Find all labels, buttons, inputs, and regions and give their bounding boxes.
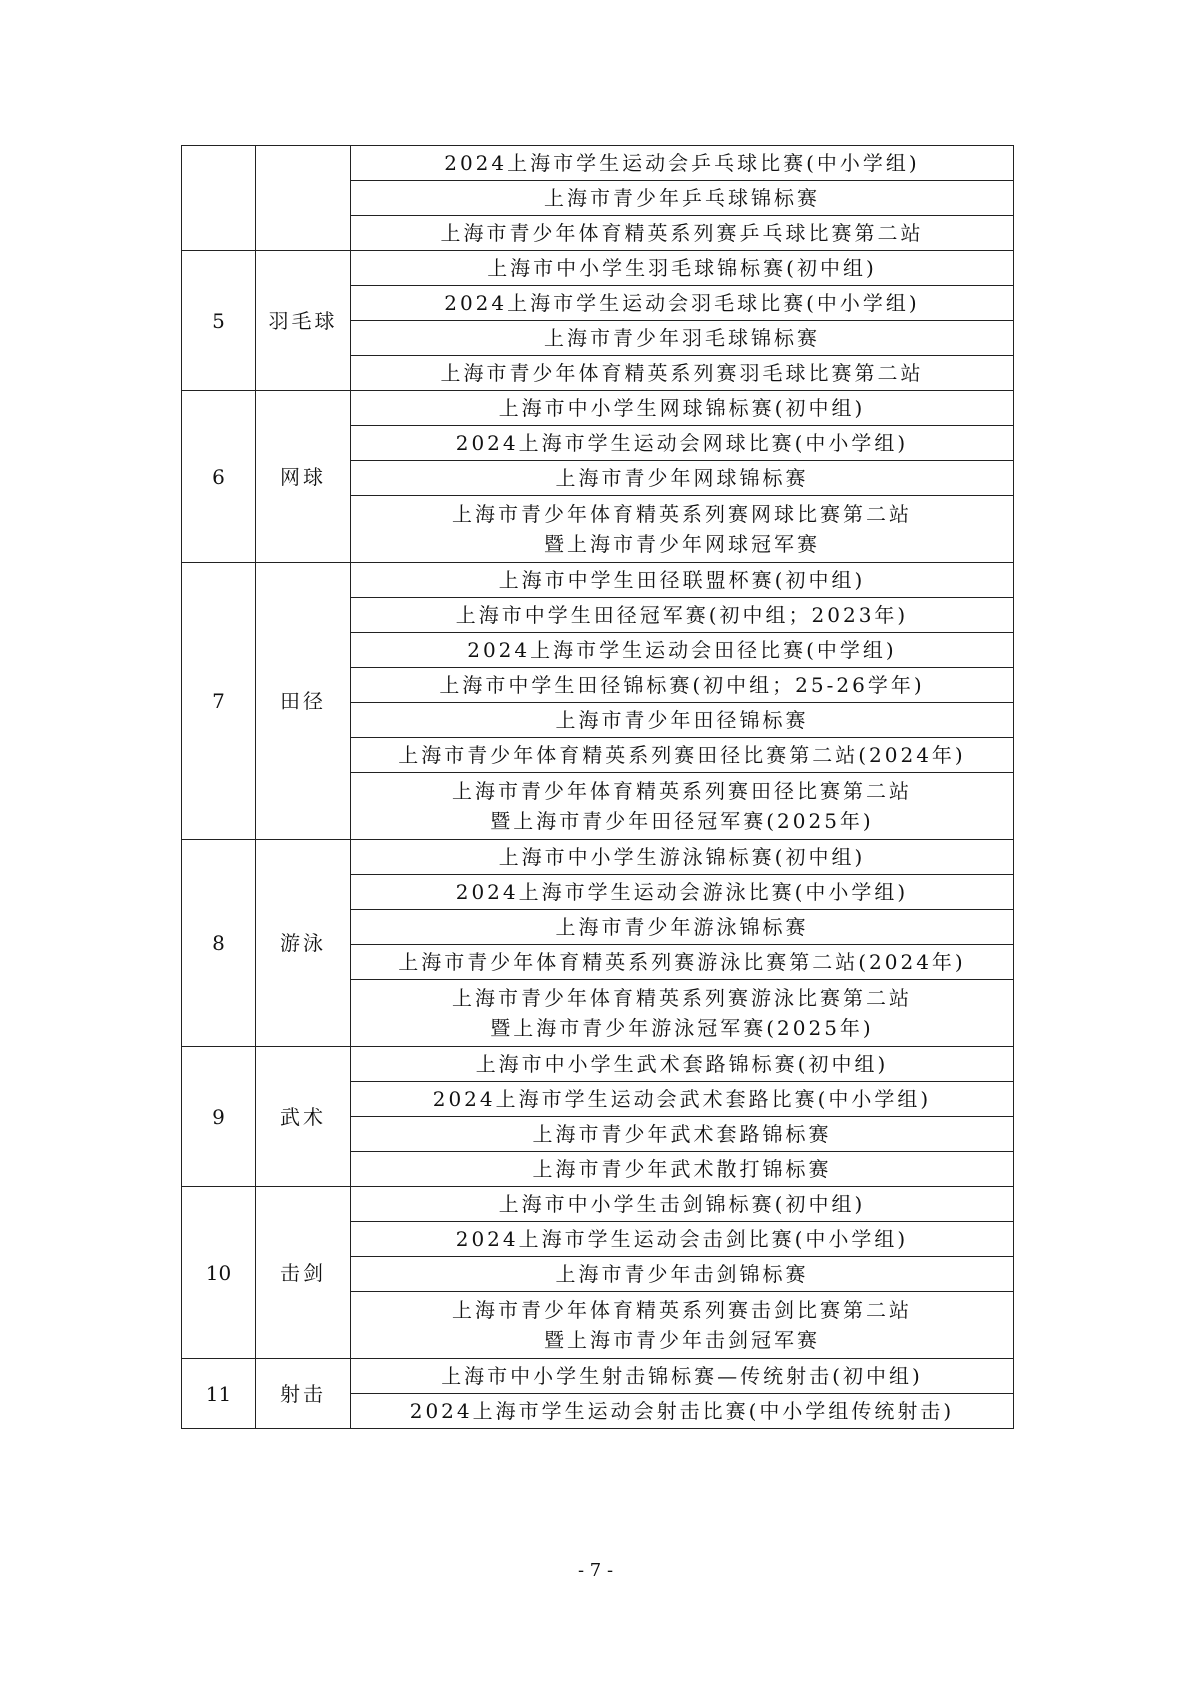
event-name-line: 2024上海市学生运动会乒乓球比赛(中小学组)	[444, 151, 920, 175]
event-name	[351, 356, 1014, 391]
event-name-line: 暨上海市青少年击剑冠军赛	[544, 1328, 820, 1352]
event-name	[351, 945, 1014, 980]
event-name-line: 上海市中学生田径冠军赛(初中组；2023年)	[455, 603, 909, 627]
event-name-line: 上海市青少年体育精英系列赛羽毛球比赛第二站	[440, 361, 924, 385]
competition-table	[181, 145, 1014, 1429]
event-name-line: 上海市青少年体育精英系列赛游泳比赛第二站(2024年)	[398, 950, 966, 974]
table-row	[182, 1047, 1014, 1082]
event-name-line: 上海市青少年武术套路锦标赛	[532, 1122, 832, 1146]
event-name-line: 暨上海市青少年田径冠军赛(2025年)	[490, 809, 874, 833]
event-name	[351, 980, 1014, 1047]
event-name	[351, 1222, 1014, 1257]
event-name-line: 上海市青少年武术散打锦标赛	[532, 1157, 832, 1181]
event-name	[351, 461, 1014, 496]
sport-name: 武术	[256, 1047, 351, 1187]
table-row	[182, 1187, 1014, 1222]
event-name	[351, 181, 1014, 216]
event-name-line: 上海市青少年体育精英系列赛田径比赛第二站	[452, 779, 912, 803]
event-name-line: 2024上海市学生运动会击剑比赛(中小学组)	[455, 1227, 909, 1251]
event-name-line: 上海市中学生田径联盟杯赛(初中组)	[498, 568, 866, 592]
sport-name: 羽毛球	[256, 251, 351, 391]
page-number: - 7 -	[577, 1560, 614, 1581]
event-name	[351, 738, 1014, 773]
event-name	[351, 1117, 1014, 1152]
item-number: 6	[182, 391, 256, 563]
event-name-line: 上海市青少年游泳锦标赛	[555, 915, 809, 939]
event-name	[351, 875, 1014, 910]
event-name-line: 上海市青少年体育精英系列赛击剑比赛第二站	[452, 1298, 912, 1322]
event-name	[351, 1152, 1014, 1187]
sport-name: 击剑	[256, 1187, 351, 1359]
sport-name: 网球	[256, 391, 351, 563]
event-name-line: 上海市青少年体育精英系列赛游泳比赛第二站	[452, 986, 912, 1010]
event-name-line: 上海市青少年体育精英系列赛乒乓球比赛第二站	[440, 221, 924, 245]
event-name	[351, 1082, 1014, 1117]
sport-name: 游泳	[256, 840, 351, 1047]
event-name	[351, 1047, 1014, 1082]
event-name	[351, 563, 1014, 598]
table-row	[182, 146, 1014, 181]
item-number: 7	[182, 563, 256, 840]
event-name-line: 上海市青少年体育精英系列赛田径比赛第二站(2024年)	[398, 743, 966, 767]
event-name	[351, 496, 1014, 563]
event-name-line: 上海市中小学生网球锦标赛(初中组)	[498, 396, 866, 420]
event-name-line: 2024上海市学生运动会游泳比赛(中小学组)	[455, 880, 909, 904]
table-row	[182, 563, 1014, 598]
item-number: 9	[182, 1047, 256, 1187]
event-name-line: 上海市中小学生羽毛球锦标赛(初中组)	[487, 256, 877, 280]
event-name-line: 2024上海市学生运动会羽毛球比赛(中小学组)	[444, 291, 920, 315]
sport-name: 田径	[256, 563, 351, 840]
event-name	[351, 1292, 1014, 1359]
table-body	[182, 146, 1014, 1429]
event-name	[351, 146, 1014, 181]
event-name	[351, 773, 1014, 840]
item-number: 5	[182, 251, 256, 391]
table-row	[182, 251, 1014, 286]
event-name	[351, 910, 1014, 945]
event-name-line: 上海市中小学生击剑锦标赛(初中组)	[498, 1192, 866, 1216]
event-name	[351, 216, 1014, 251]
event-name-line: 上海市中小学生游泳锦标赛(初中组)	[498, 845, 866, 869]
event-name	[351, 286, 1014, 321]
event-name	[351, 1394, 1014, 1429]
sport-name	[256, 146, 351, 251]
event-name	[351, 391, 1014, 426]
event-name	[351, 1257, 1014, 1292]
event-name-line: 上海市青少年乒乓球锦标赛	[544, 186, 820, 210]
event-name-line: 上海市青少年网球锦标赛	[555, 466, 809, 490]
event-name-line: 上海市青少年体育精英系列赛网球比赛第二站	[452, 502, 912, 526]
event-name	[351, 668, 1014, 703]
event-name-line: 上海市青少年击剑锦标赛	[555, 1262, 809, 1286]
event-name	[351, 426, 1014, 461]
event-name-line: 上海市青少年田径锦标赛	[555, 708, 809, 732]
event-name-line: 2024上海市学生运动会田径比赛(中学组)	[467, 638, 897, 662]
event-name	[351, 1359, 1014, 1394]
event-name	[351, 321, 1014, 356]
event-name-line: 2024上海市学生运动会射击比赛(中小学组传统射击)	[409, 1399, 955, 1423]
event-name	[351, 840, 1014, 875]
table-row	[182, 1359, 1014, 1394]
event-name-line: 上海市中小学生射击锦标赛—传统射击(初中组)	[441, 1364, 923, 1388]
sport-name: 射击	[256, 1359, 351, 1429]
event-name-line: 上海市中小学生武术套路锦标赛(初中组)	[475, 1052, 889, 1076]
event-name	[351, 1187, 1014, 1222]
table-row	[182, 391, 1014, 426]
table-row	[182, 840, 1014, 875]
event-name-line: 暨上海市青少年游泳冠军赛(2025年)	[490, 1016, 874, 1040]
event-name-line: 暨上海市青少年网球冠军赛	[544, 532, 820, 556]
event-name	[351, 703, 1014, 738]
item-number: 11	[182, 1359, 256, 1429]
item-number	[182, 146, 256, 251]
item-number: 10	[182, 1187, 256, 1359]
event-name-line: 上海市中学生田径锦标赛(初中组；25-26学年)	[439, 673, 925, 697]
event-name	[351, 633, 1014, 668]
event-name-line: 2024上海市学生运动会武术套路比赛(中小学组)	[432, 1087, 932, 1111]
event-name-line: 2024上海市学生运动会网球比赛(中小学组)	[455, 431, 909, 455]
event-name-line: 上海市青少年羽毛球锦标赛	[544, 326, 820, 350]
item-number: 8	[182, 840, 256, 1047]
event-name	[351, 598, 1014, 633]
event-name	[351, 251, 1014, 286]
